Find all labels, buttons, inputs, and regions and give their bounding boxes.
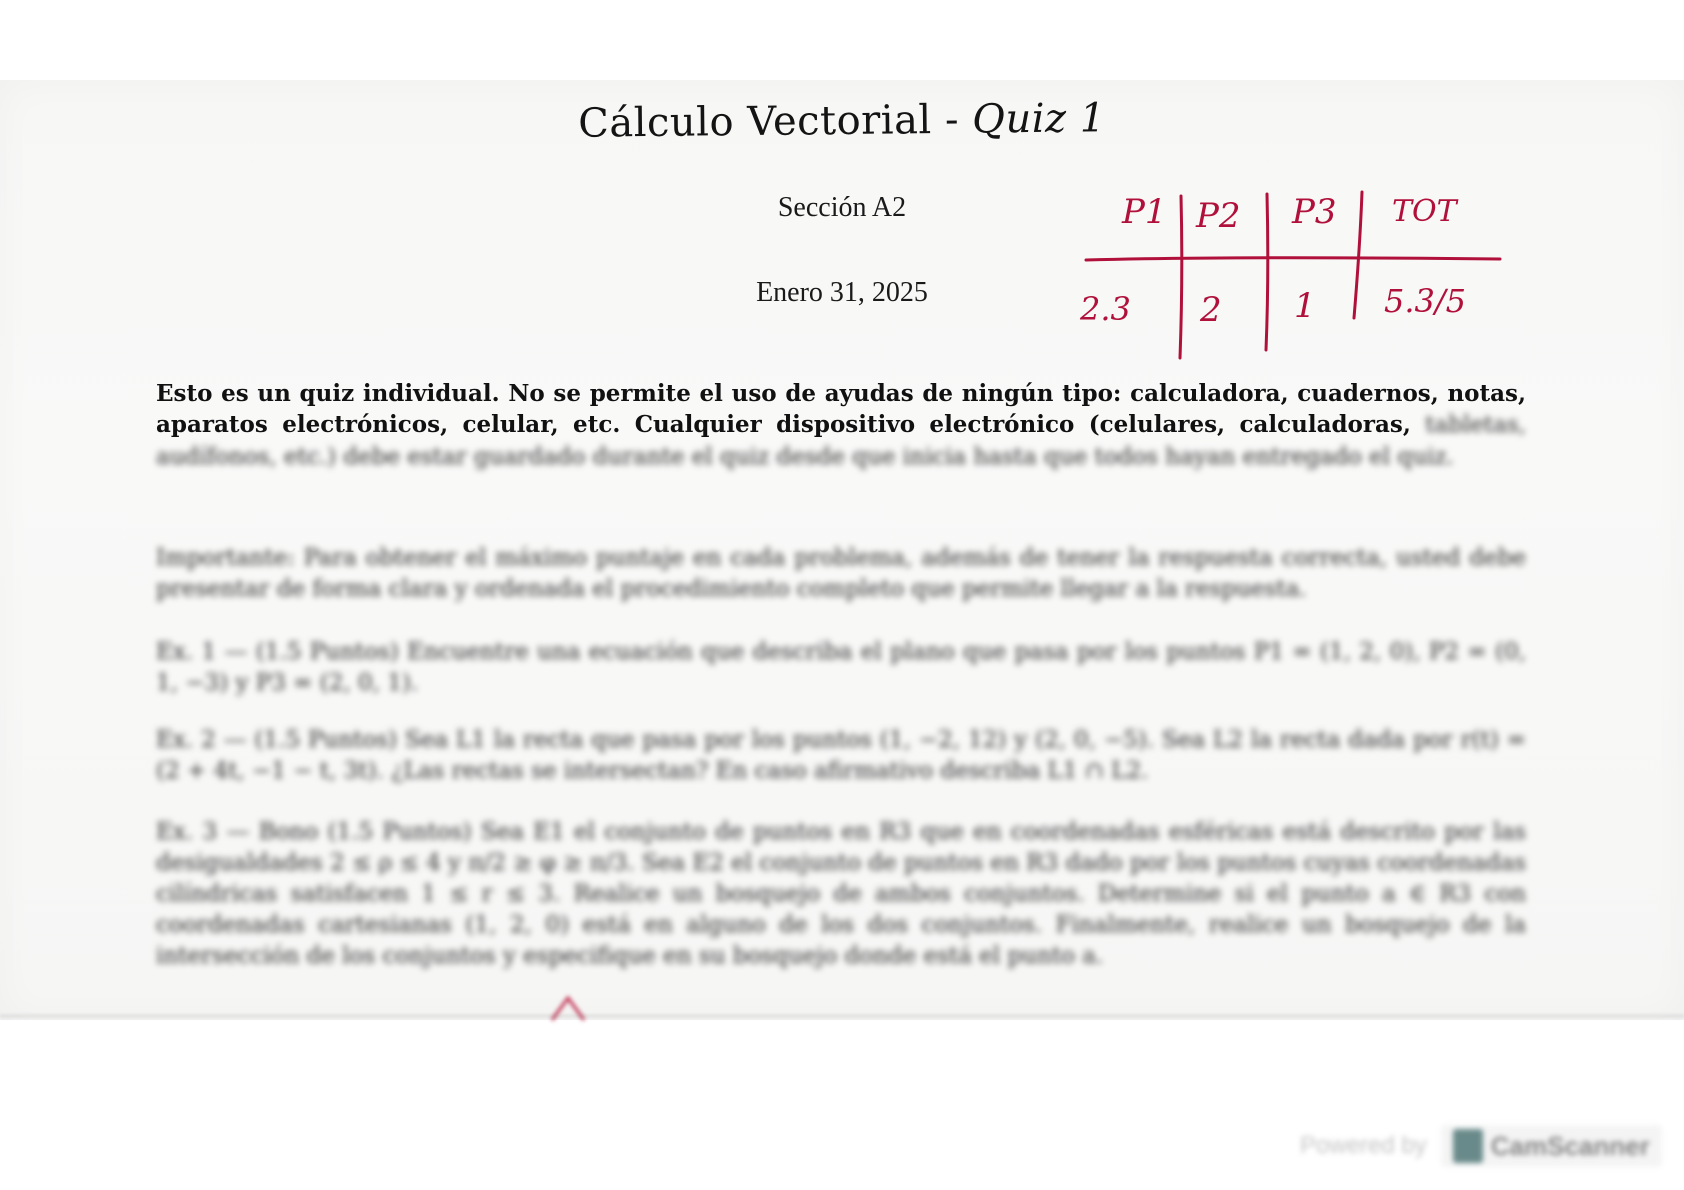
instructions-bold: Esto es un quiz individual. No se permite el uso de ayudas de ningún tipo: calculadora, cuadernos, notas, aparatos electrónicos, celular, etc. Cualquier dispositivo electrónico (celulares, calculadoras, (156, 380, 1526, 438)
instructions-blurred: tabletas, audífonos, etc.) debe estar guardado durante el quiz desde que inicia hasta que todos hayan entregado el quiz. (156, 412, 1526, 470)
red-mark-icon (548, 994, 588, 1024)
powered-by-text: Powered by (1300, 1132, 1427, 1159)
title-main: Cálculo Vectorial - (577, 96, 973, 147)
title-quiz: Quiz 1 (971, 95, 1106, 143)
exercise-1: Ex. 1 — (1.5 Puntos) Encuentre una ecuación que describa el plano que pasa por los puntos P1 = (1, 2, 0), P2 = (0, 1, −3) y P3 = (2, 0, 1). (156, 639, 1526, 696)
table-divider-2 (1266, 194, 1268, 350)
score-p3: 1 (1294, 286, 1316, 326)
table-horizontal-line (1086, 258, 1500, 260)
header-tot: TOT (1392, 194, 1457, 229)
score-total: 5.3/5 (1384, 282, 1467, 320)
camscanner-badge (1441, 1125, 1662, 1167)
important-note: Importante: Para obtener el máximo puntaje en cada problema, además de tener la respuesta correcta, usted debe presentar de forma clara y ordenada el procedimiento completo que permite llegar a la respuesta. (156, 545, 1526, 602)
header-p2: P2 (1196, 196, 1241, 236)
header-p3: P3 (1292, 192, 1337, 232)
exercise-3: Ex. 3 — Bono (1.5 Puntos) Sea E1 el conjunto de puntos en R3 que en coordenadas esféricas está descrito por las desigualdades 2 ≤ ρ ≤ 4 y π/2 ≥ φ ≥ π/3. Sea E2 el conjunto de puntos en R3 dado por los puntos cuyas coordenadas cilíndricas satisfacen 1 ≤ r ≤ 3. Realice un bosquejo de ambos conjuntos. Determine si el punto a ∈ R3 con coordenadas cartesianas (1, 2, 0) está en alguno de los dos conjuntos. Finalmente, realice un bosquejo de la intersección de los conjuntos y especifique en su bosquejo donde está el punto a. (156, 819, 1526, 969)
handwritten-score-table (1080, 186, 1510, 366)
camscanner-brand: CamScanner (1490, 1130, 1650, 1161)
score-p2: 2 (1200, 290, 1222, 330)
camscanner-logo-icon (1453, 1129, 1483, 1163)
exercise-2: Ex. 2 — (1.5 Puntos) Sea L1 la recta que pasa por los puntos (1, −2, 12) y (2, 0, −5). Sea L2 la recta dada por r(t) = (2 + 4t, −1 − t, 3t). ¿Las rectas se intersectan? En caso afirmativo describa L1 ∩ L2. (156, 727, 1526, 784)
quiz-date: Enero 31, 2025 (756, 277, 928, 308)
score-p1: 2.3 (1080, 290, 1131, 328)
table-divider-3 (1354, 192, 1362, 318)
header-p1: P1 (1122, 192, 1167, 232)
instructions-paragraph (156, 378, 1526, 473)
camscanner-watermark (1300, 1122, 1662, 1170)
scan-edge (0, 1015, 1684, 1017)
table-divider-1 (1180, 196, 1182, 358)
section-label: Sección A2 (777, 192, 907, 223)
